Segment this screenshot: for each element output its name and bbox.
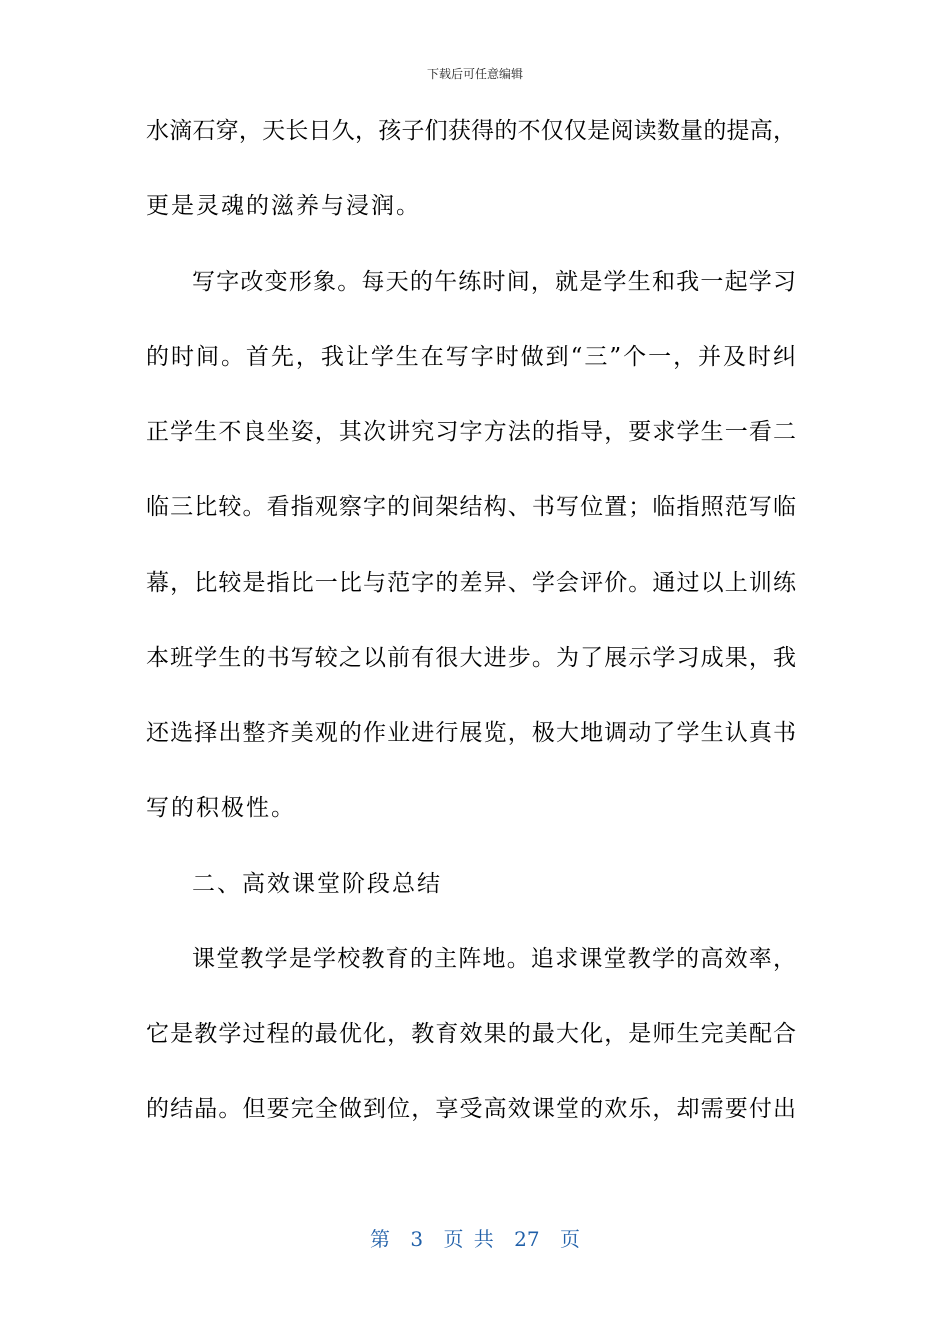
page-header: 下载后可任意编辑 [426,67,523,81]
text-line: 的结晶。但要完全做到位，享受高效课堂的欢乐，却需要付出 [146,1096,796,1122]
text-line: 正学生不良坐姿，其次讲究习字方法的指导，要求学生一看二 [146,419,796,445]
page-footer [0,1226,950,1252]
text-line: 课堂教学是学校教育的主阵地。追求课堂教学的高效率， [192,946,796,972]
text-line: 更是灵魂的滋养与浸润。 [146,193,421,219]
text-line: 它是教学过程的最优化，教育效果的最大化，是师生完美配合 [146,1021,796,1047]
text-line: 幕，比较是指比一比与范字的差异、学会评价。通过以上训练 [146,570,796,596]
page-footer-middle: 页 共 [443,1227,494,1251]
text-line: 水滴石穿，天长日久，孩子们获得的不仅仅是阅读数量的提高， [146,118,796,144]
text-line: 写的积极性。 [146,795,296,821]
page-footer-suffix: 页 [559,1227,580,1251]
text-line: 还选择出整齐美观的作业进行展览，极大地调动了学生认真书 [146,720,796,746]
text-line: 本班学生的书写较之以前有很大进步。为了展示学习成果，我 [146,645,796,671]
text-line: 写字改变形象。每天的午练时间，就是学生和我一起学习 [192,269,796,295]
page-footer-prefix: 第 [370,1227,390,1251]
total-page-count: 27 [514,1227,540,1251]
current-page-number: 3 [410,1227,424,1251]
text-line: 的时间。首先，我让学生在写字时做到“三”个一，并及时纠 [146,344,796,370]
text-line: 临三比较。看指观察字的间架结构、书写位置；临指照范写临 [146,494,796,520]
section-heading: 二、高效课堂阶段总结 [192,871,442,897]
